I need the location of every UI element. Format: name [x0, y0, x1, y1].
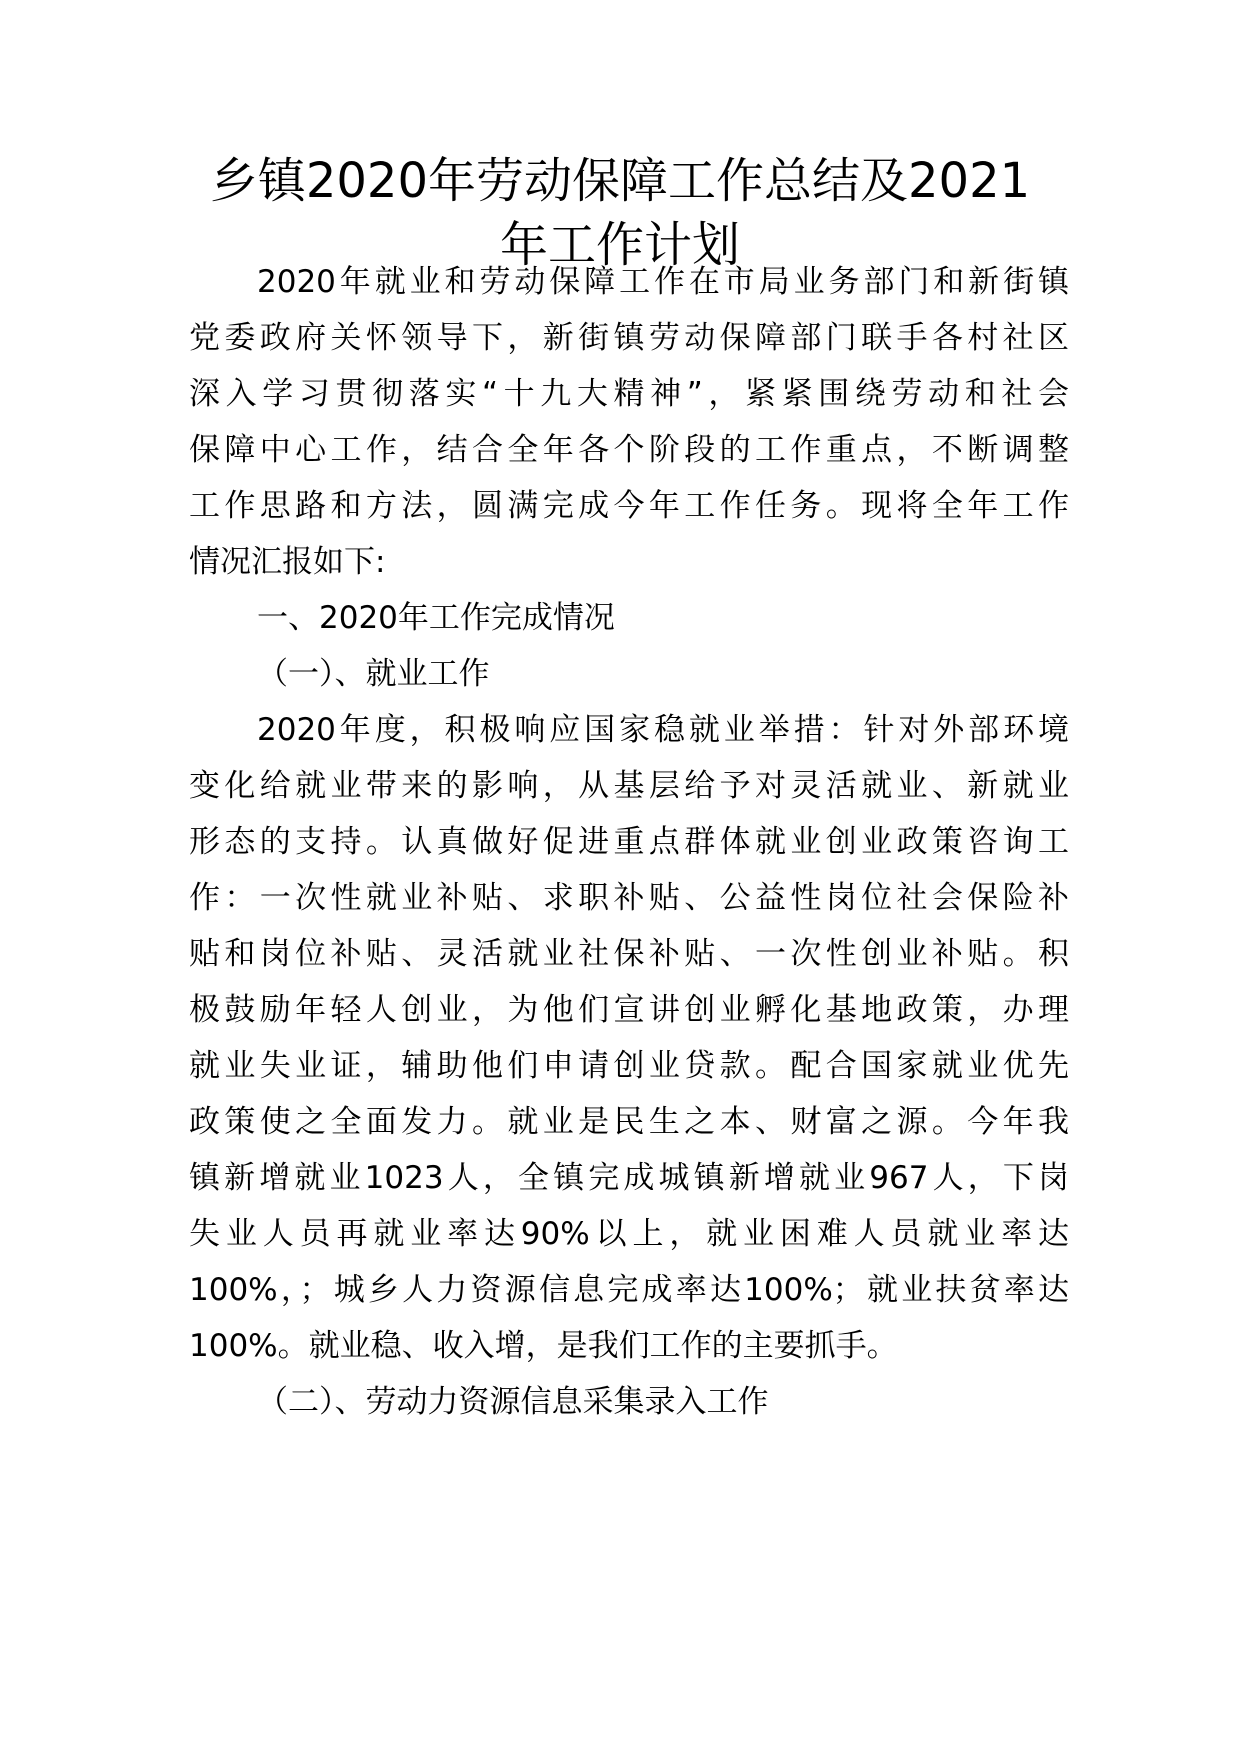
employment-line: 100%，；城乡人力资源信息完成率达100%；就业扶贫率达 — [189, 1272, 1069, 1308]
employment-line: 镇新增就业1023人，全镇完成城镇新增就业967人，下岗 — [189, 1160, 1069, 1196]
employment-line: 失业人员再就业率达90%以上，就业困难人员就业率达 — [189, 1216, 1069, 1252]
employment-line: 贴和岗位补贴、灵活就业社保补贴、一次性创业补贴。积 — [189, 936, 1069, 972]
document-title-line-1: 乡镇2020年劳动保障工作总结及2021 — [209, 153, 1031, 209]
intro-line: 保障中心工作，结合全年各个阶段的工作重点，不断调整 — [189, 432, 1069, 468]
employment-line: 100%。就业稳、收入增，是我们工作的主要抓手。 — [189, 1328, 898, 1364]
intro-line: 情况汇报如下: — [189, 544, 386, 580]
subsection-heading: （二）、劳动力资源信息采集录入工作 — [257, 1384, 769, 1420]
employment-line: 2020年度，积极响应国家稳就业举措：针对外部环境 — [257, 712, 1069, 748]
section-heading: 一、2020年工作完成情况 — [257, 600, 615, 636]
intro-line: 深入学习贯彻落实“十九大精神”，紧紧围绕劳动和社会 — [189, 376, 1069, 412]
employment-line: 作：一次性就业补贴、求职补贴、公益性岗位社会保险补 — [189, 880, 1069, 916]
employment-line: 变化给就业带来的影响，从基层给予对灵活就业、新就业 — [189, 768, 1069, 804]
employment-line: 政策使之全面发力。就业是民生之本、财富之源。今年我 — [189, 1104, 1069, 1140]
intro-line: 工作思路和方法，圆满完成今年工作任务。现将全年工作 — [189, 488, 1069, 524]
employment-line: 就业失业证，辅助他们申请创业贷款。配合国家就业优先 — [189, 1048, 1069, 1084]
document-title-line-2: 年工作计划 — [499, 217, 740, 273]
intro-line: 2020年就业和劳动保障工作在市局业务部门和新街镇 — [257, 264, 1069, 300]
intro-line: 党委政府关怀领导下，新街镇劳动保障部门联手各村社区 — [189, 320, 1069, 356]
employment-line: 极鼓励年轻人创业，为他们宣讲创业孵化基地政策，办理 — [189, 992, 1069, 1028]
subsection-heading: （一）、就业工作 — [257, 656, 490, 692]
employment-line: 形态的支持。认真做好促进重点群体就业创业政策咨询工 — [189, 824, 1069, 860]
